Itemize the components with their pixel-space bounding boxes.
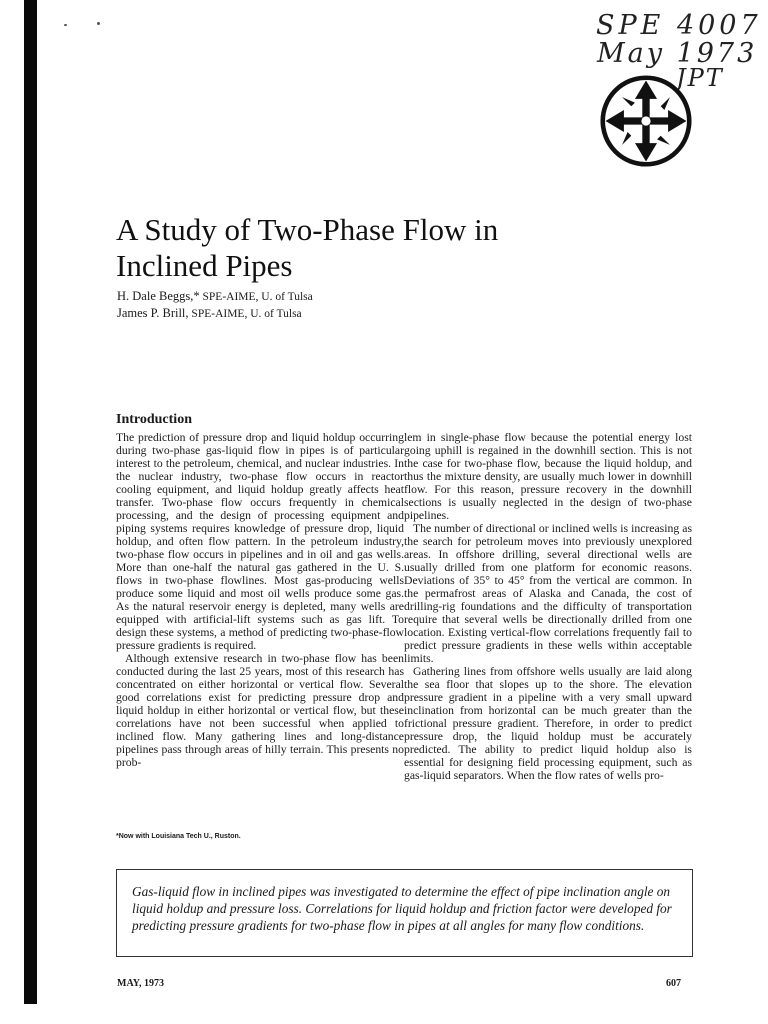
body-paragraph: The number of directional or inclined wells is increasing as the search for petroleum moves into previously unexplored areas. In offshore drilling, several directional wells are usually drilled from one platform for economic reasons. Deviations of 35° to 45° from the vertical are common. In the permafrost areas of Alaska and Canada, the cost of drilling-rig foundations and the difficulty of transportation require that several wells be directionally drilled from one location. Existing vertical-flow correlations frequently fail to predict pressure gradients in these wells within acceptable limits. <box>404 522 692 665</box>
body-paragraph: Gathering lines from offshore wells usually are laid along the sea floor that slopes up to the shore. The elevation pressure gradient in a pipeline with a very small upward inclination from horizontal can be much greater than the frictional pressure gradient. Therefore, in order to predict pressure drop, the liquid holdup must be accurately predicted. The ability to predict liquid holdup also is essential for designing field processing equipment, such as gas-liquid separators. When the flow rates of wells pro- <box>404 665 692 782</box>
body-paragraph: The prediction of pressure drop and liquid holdup occurring during two-phase gas-liquid flow in pipes is of particular interest to the petroleum, chemical, and nuclear industries. In the nuclear industry, two-phase flow occurs in reactor cooling equipment, and liquid holdup greatly affects heat transfer. Two-phase flow occurs frequently in chemical processing, and the design of processing equipment and piping systems requires knowledge of pressure drop, liquid holdup, and often flow pattern. In the petroleum industry, two-phase flow occurs in pipelines and in oil and gas wells. More than one-half the natural gas gathered in the U. S. flows in two-phase flowlines. Most gas-producing wells produce some liquid and most oil wells produce some gas. As the natural reservoir energy is depleted, many wells are equipped with artificial-lift systems such as gas lift. To design these systems, a method of predicting two-phase-flow pressure gradients is required. <box>116 431 404 652</box>
section-heading: Introduction <box>116 412 192 427</box>
abstract-text: Gas-liquid flow in inclined pipes was investigated to determine the effect of pipe inclination angle on liquid holdup and pressure loss. Correlations for liquid holdup and friction factor were developed for predicting pressure gradients for two-phase flow in pipes at all angles for many flow conditions. <box>132 884 672 933</box>
author-affiliation: SPE-AIME, U. of Tulsa <box>202 291 313 303</box>
author-list <box>117 288 313 322</box>
author-name: H. Dale Beggs,* <box>117 289 200 303</box>
compass-arrows-seal-icon <box>600 75 692 167</box>
scan-edge-bar <box>24 0 37 1004</box>
author-name: James P. Brill, <box>117 306 189 320</box>
handwritten-paper-number: SPE 4007 <box>596 10 762 41</box>
body-paragraph: Although extensive research in two-phase flow has been conducted during the last 25 years, most of this research has concentrated on either horizontal or vertical flow. Several good correlations exist for predicting pressure drop and liquid holdup in either horizontal or vertical flow, but these correlations have not been successful when applied to inclined flow. Many gathering lines and long-distance pipelines pass through areas of hilly terrain. This presents no prob- <box>116 652 404 769</box>
scan-speck <box>64 24 67 26</box>
text-column-left <box>116 431 404 769</box>
body-paragraph: lem in single-phase flow because the potential energy lost going uphill is regained in the downhill section. This is not the case for two-phase flow, because the liquid holdup, and thus the mixture density, are usually much lower in downhill flow. For this reason, pressure recovery in the downhill sections is usually neglected in the design of two-phase pipelines. <box>404 431 692 522</box>
author-line <box>117 288 313 305</box>
page-title <box>116 212 498 284</box>
title-line: A Study of Two-Phase Flow in <box>116 212 499 247</box>
author-line <box>117 305 313 322</box>
title-line: Inclined Pipes <box>116 248 293 283</box>
author-footnote: *Now with Louisiana Tech U., Ruston. <box>116 833 241 840</box>
issue-date-footer: MAY, 1973 <box>117 978 165 989</box>
handwritten-journal: JPT <box>676 64 724 92</box>
page-number: 607 <box>666 978 681 989</box>
handwritten-date: May 1973 <box>597 38 758 69</box>
text-column-right <box>404 431 692 782</box>
author-affiliation: SPE-AIME, U. of Tulsa <box>191 308 302 320</box>
scan-speck <box>97 22 100 25</box>
